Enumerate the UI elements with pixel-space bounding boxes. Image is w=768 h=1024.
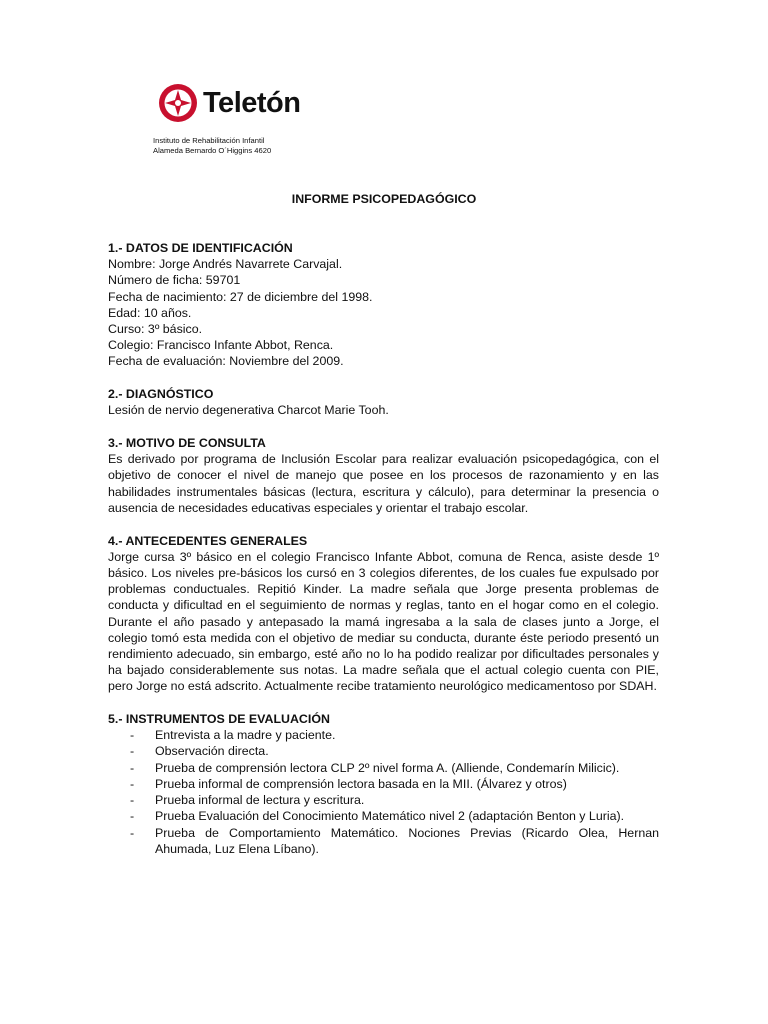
list-item-text: Entrevista a la madre y paciente. — [155, 728, 336, 743]
section-heading-identificacion: 1.- DATOS DE IDENTIFICACIÓN — [108, 241, 293, 255]
logo-brand-text: Teletón — [203, 86, 301, 119]
diagnostico-text: Lesión de nervio degenerativa Charcot Marie Tooh. — [108, 403, 389, 418]
list-item-text: Prueba Evaluación del Conocimiento Matemático nivel 2 (adaptación Benton y Luria). — [155, 809, 625, 824]
antecedentes-paragraph: Jorge cursa 3º básico en el colegio Francisco Infante Abbot, comuna de Renca, asiste desde 1º básico. Los niveles pre-básicos los cursó en 3 colegios diferentes, de los cuales fue expulsado por problemas conductuales. Repitió Kinder. La madre señala que Jorge presenta problemas de conducta y dificultad en el seguimiento de normas y reglas, tanto en el hogar como en el colegio. Durante el año pasado y antepasado la mamá ingresaba a la sala de clases junto a Jorge, el colegio tomó esta medida con el objetivo de mediar su conducta, durante éste periodo presentó un rendimiento adecuado, sin embargo, esté año no lo ha podido realizar por dificultades personales y ha bajado considerablemente sus notas. La madre señala que el actual colegio cuenta con PIE, pero Jorge no está adscrito. Actualmente recibe tratamiento neurológico medicamentoso por SDAH. — [108, 549, 659, 694]
list-item-text: Prueba informal de lectura y escritura. — [155, 793, 365, 808]
institute-name: Instituto de Rehabilitación Infantil — [153, 136, 265, 145]
field-curso: Curso: 3º básico. — [108, 322, 203, 337]
list-item — [108, 808, 659, 824]
institute-info — [153, 136, 271, 156]
list-dash: - — [130, 825, 135, 840]
report-title: INFORME PSICOPEDAGÓGICO — [291, 192, 477, 206]
field-nacimiento: Fecha de nacimiento: 27 de diciembre del 1998. — [108, 289, 373, 304]
section-heading-diagnostico: 2.- DIAGNÓSTICO — [108, 387, 214, 402]
report-body — [108, 240, 659, 857]
teleton-emblem-icon — [158, 83, 198, 123]
list-dash: - — [130, 793, 135, 808]
list-item-text: Observación directa. — [155, 744, 269, 759]
field-edad: Edad: 10 años. — [108, 305, 192, 320]
list-item — [108, 776, 659, 792]
list-item-text: Prueba informal de comprensión lectora basada en la MII. (Álvarez y otros) — [155, 776, 567, 791]
list-dash: - — [130, 760, 135, 775]
list-dash: - — [130, 809, 135, 824]
list-item-text: Prueba de comprensión lectora CLP 2º nivel forma A. (Alliende, Condemarín Milicic). — [155, 760, 620, 775]
section-heading-instrumentos: 5.- INSTRUMENTOS DE EVALUACIÓN — [108, 712, 330, 727]
list-item — [108, 825, 659, 857]
list-item — [108, 743, 659, 759]
section-heading-antecedentes: 4.- ANTECEDENTES GENERALES — [108, 533, 308, 548]
list-dash: - — [130, 744, 135, 759]
list-item — [108, 792, 659, 808]
list-dash: - — [130, 728, 135, 743]
list-dash: - — [130, 776, 135, 791]
list-item-text: Prueba de Comportamiento Matemático. Nociones Previas (Ricardo Olea, Hernan Ahumada, Luz Elena Líbano). — [155, 825, 659, 856]
field-nombre: Nombre: Jorge Andrés Navarrete Carvajal. — [108, 257, 343, 272]
field-ficha: Número de ficha: 59701 — [108, 273, 241, 288]
motivo-paragraph: Es derivado por programa de Inclusión Escolar para realizar evaluación psicopedagógica, con el objetivo de conocer el nivel de manejo que posee en los procesos de razonamiento y en las habilidades instrumentales básicas (lectura, escritura y cálculo), para determinar la presencia o ausencia de necesidades educativas especiales y orientar el trabajo escolar. — [108, 452, 659, 515]
instrumentos-list — [108, 727, 659, 857]
institute-address: Alameda Bernardo O´Higgins 4620 — [153, 146, 272, 155]
section-heading-motivo: 3.- MOTIVO DE CONSULTA — [108, 436, 266, 451]
list-item — [108, 760, 659, 776]
field-fecha-evaluacion: Fecha de evaluación: Noviembre del 2009. — [108, 354, 344, 369]
teleton-logo — [158, 83, 300, 123]
list-item — [108, 727, 659, 743]
field-colegio: Colegio: Francisco Infante Abbot, Renca. — [108, 338, 334, 353]
